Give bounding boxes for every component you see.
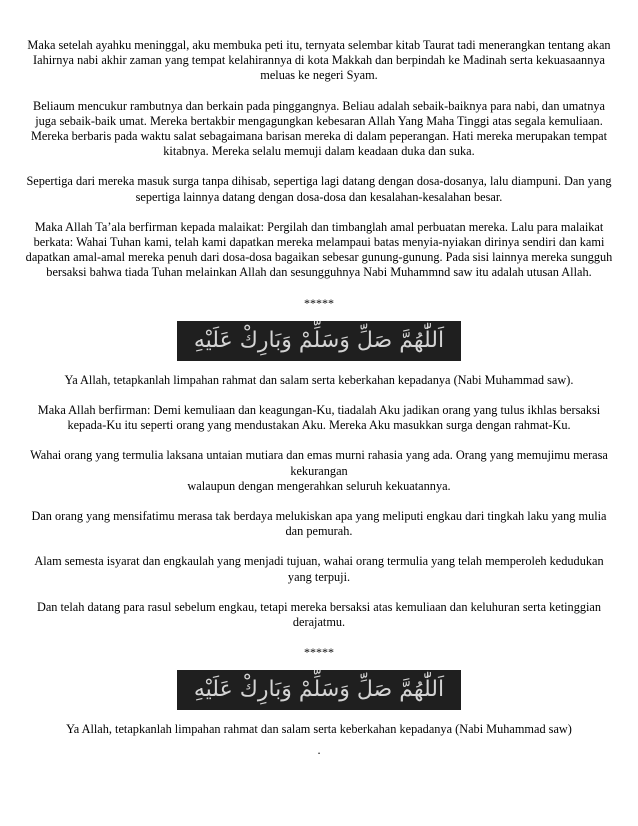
paragraph-salawat-translation-2: Ya Allah, tetapkanlah limpahan rahmat dan salam serta keberkahan kepadanya (Nabi Muhammad saw) [66, 722, 572, 737]
paragraph-describing-prophet: Dan orang yang mensifatimu merasa tak berdaya melukiskan apa yang meliputi engkau dari tingkah laku yang mulia dan pemurah. [31, 509, 607, 539]
document-page [22, 38, 616, 756]
verse-praise [22, 448, 616, 494]
trailing-period: . [317, 742, 321, 757]
paragraph-allah-decree: Maka Allah berfirman: Demi kemuliaan dan keagungan-Ku, tiadalah Aku jadikan orang yang tulus ikhlas bersaksi kepada-Ku itu seperti orang yang mendustakan Aku. Mereka Aku masukkan surga dengan rahmat-Ku. [37, 403, 601, 433]
verse-praise-line-1: Wahai orang yang termulia laksana untaian mutiara dan emas murni rahasia yang ada. Orang yang memujimu merasa kekurangan [30, 448, 608, 478]
paragraph-salawat-translation-1: Ya Allah, tetapkanlah limpahan rahmat dan salam serta keberkahan kepadanya (Nabi Muhammad saw). [64, 372, 574, 387]
paragraph-prophet-description: Beliaum mencukur rambutnya dan berkain pada pinggangnya. Beliau adalah sebaik-baiknya para nabi, dan umatnya juga sebaik-baik umat. Mereka bertakbir mengagungkan kebesaran Allah Yang Maha Tinggi atas segala kemuliaan. Mereka berbaris pada waktu salat sebagaimana barisan mereka di dalam peperangan. Hati mereka merupakan tempat kitabnya. Mereka selalu memuji dalam keadaan duka dan suka. [31, 98, 607, 159]
salawat-calligraphy-text-2: اَللّٰهُمَّ صَلِّ وَسَلِّمْ وَبَارِكْ عَلَيْهِ [193, 677, 445, 703]
paragraph-angels-weighing: Maka Allah Ta’ala berfirman kepada malaikat: Pergilah dan timbanglah amal perbuatan mereka. Lalu para malaikat berkata: Wahai Tuhan kami, telah kami dapatkan mereka melampaui batas menyia-nyiakan dirinya sendiri dan kami dapatkan amal-amal mereka penuh dari dosa-dosa bagaikan sebesar gunung-gunung. Pada sisi lainnya mereka sungguh bersaksi bahwa tiada Tuhan melainkan Allah dan sesungguhnya Nabi Muhammnd saw itu adalah utusan Allah. [25, 219, 613, 280]
verse-praise-line-2: walaupun dengan mengerahkan seluruh kekuatannya. [187, 478, 451, 493]
separator-stars-2: ***** [304, 645, 334, 660]
paragraph-three-groups: Sepertiga dari mereka masuk surga tanpa dihisab, sepertiga lagi datang dengan dosa-dosanya, lalu diampuni. Dan yang sepertiga lainnya datang dengan dosa-dosa dan kesalahan-kesalahan besar. [26, 174, 612, 204]
salawat-calligraphy-image-2 [177, 670, 461, 710]
paragraph-torah-prophecy: Maka setelah ayahku meninggal, aku membuka peti itu, ternyata selembar kitab Taurat tadi menerangkan tentang akan Iahirnya nabi akhir zaman yang tempat kelahirannya di kota Makkah dan berpindah ke Madinah serta kekuasaannya meluas ke negeri Syam. [27, 38, 611, 83]
paragraph-previous-messengers: Dan telah datang para rasul sebelum engkau, tetapi mereka bersaksi atas kemuliaan dan keluhuran serta ketinggian derajatmu. [36, 599, 602, 630]
paragraph-universe-signs: Alam semesta isyarat dan engkaulah yang menjadi tujuan, wahai orang termulia yang telah memperoleh kedudukan yang terpuji. [34, 554, 604, 584]
salawat-calligraphy-image-1 [177, 321, 461, 361]
salawat-calligraphy-text-1: اَللّٰهُمَّ صَلِّ وَسَلِّمْ وَبَارِكْ عَلَيْهِ [193, 327, 445, 353]
separator-stars-1: ***** [304, 295, 334, 310]
